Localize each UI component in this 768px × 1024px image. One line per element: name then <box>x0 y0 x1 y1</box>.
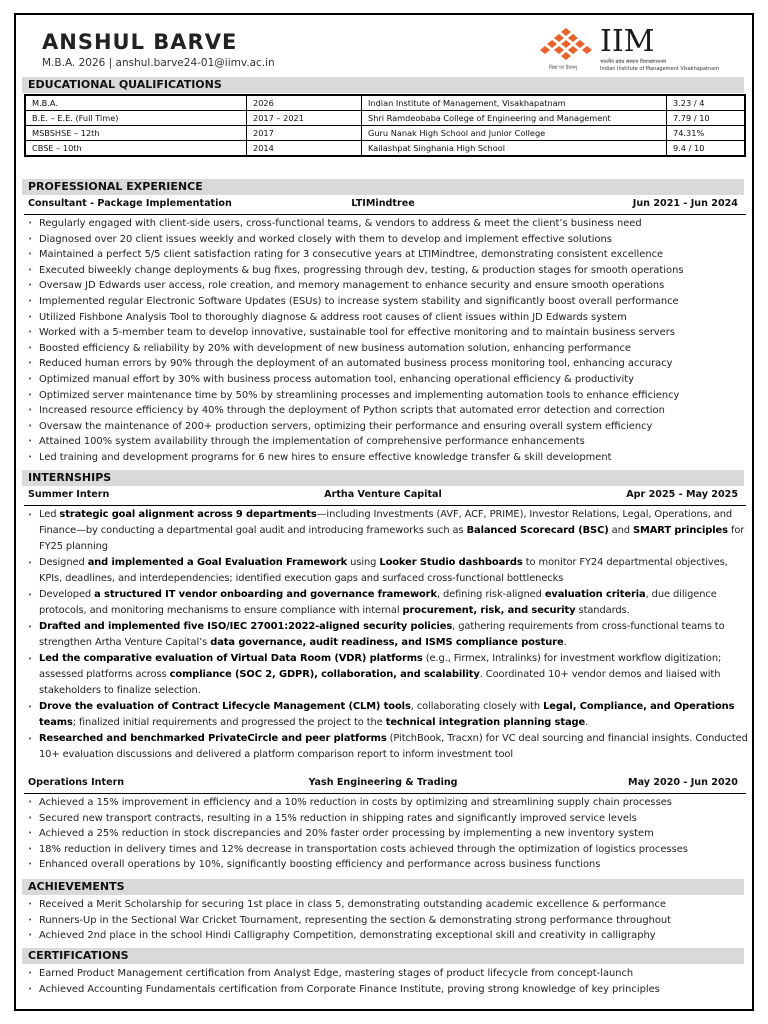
experience-bullet: • Reduced human errors by 90% through the deployment of an automated business process monitoring tool, enhancing accuracy <box>26 356 748 372</box>
certifications-heading: CERTIFICATIONS <box>22 948 744 964</box>
logo-english-name: Indian Institute of Management Visakhapatnam <box>600 66 720 72</box>
achievement-bullets <box>26 897 748 944</box>
text-run: Designed <box>39 557 88 568</box>
bold-text: Drafted and implemented five ISO/IEC 27001:2022-aligned security policies <box>39 621 453 632</box>
experience-role-row <box>28 198 738 212</box>
education-degree: CBSE – 10th <box>25 141 247 157</box>
experience-heading: PROFESSIONAL EXPERIENCE <box>22 179 744 195</box>
operations-bullets <box>26 795 748 873</box>
bold-text: Drove the evaluation of Contract Lifecycle Management (CLM) tools <box>39 701 411 712</box>
education-institution: Shri Ramdeobaba College of Engineering and Management <box>362 111 667 126</box>
achievement-bullet: • Received a Merit Scholarship for securing 1st place in class 5, demonstrating outstanding academic excellence & performance <box>26 897 748 913</box>
text-run: Developed <box>39 589 95 600</box>
education-year: 2026 <box>247 95 362 111</box>
education-row <box>25 126 745 141</box>
summer-bullet <box>26 555 748 587</box>
text-run: for FY25 planning <box>39 525 745 552</box>
experience-bullet: • Increased resource efficiency by 40% through the deployment of Python scripts that automated error detection and correction <box>26 403 748 419</box>
bold-text: data governance, audit readiness, and ISMS compliance posture <box>210 637 564 648</box>
iim-logo <box>538 26 748 76</box>
text-run: , gathering requirements from cross-functional teams to strengthen Artha Venture Capital’s <box>39 621 725 648</box>
experience-bullet: • Oversaw the maintenance of 200+ production servers, optimizing their performance and ensuring overall system efficiency <box>26 419 748 435</box>
experience-bullet: • Regularly engaged with client-side users, cross-functional teams, & vendors to address & meet the client’s business need <box>26 216 748 232</box>
education-score: 9.4 / 10 <box>667 141 746 157</box>
divider <box>24 793 746 794</box>
text-run: and <box>608 525 633 536</box>
bold-text: Legal, Compliance, and Operations teams <box>39 701 735 728</box>
education-year: 2014 <box>247 141 362 157</box>
experience-bullet: • Maintained a perfect 5/5 client satisfaction rating for 3 consecutive years at LTIMindtree, demonstrating consistent excellence <box>26 247 748 263</box>
candidate-name: ANSHUL BARVE <box>42 30 238 54</box>
internships-heading: INTERNSHIPS <box>22 470 744 486</box>
certification-bullet: • Earned Product Management certification from Analyst Edge, mastering stages of product lifecycle from concept-launch <box>26 966 748 982</box>
summer-bullet <box>26 699 748 731</box>
experience-bullet: • Diagnosed over 20 client issues weekly and worked closely with them to develop and implement effective solutions <box>26 232 748 248</box>
achievements-heading: ACHIEVEMENTS <box>22 879 744 895</box>
operations-bullet: • 18% reduction in delivery times and 12% decrease in transportation costs achieved through the optimization of logistics processes <box>26 842 748 858</box>
bold-text: Balanced Scorecard (BSC) <box>466 525 609 536</box>
bold-text: technical integration planning stage <box>385 717 586 728</box>
operations-role-row <box>28 777 738 791</box>
logo-wordmark: IIM <box>600 24 655 59</box>
operations-bullet: • Achieved a 25% reduction in stock discrepancies and 20% faster order processing by implementing a new inventory system <box>26 826 748 842</box>
experience-bullet: • Implemented regular Electronic Software Updates (ESUs) to increase system stability and significantly boost overall performance <box>26 294 748 310</box>
text-run: ; finalized initial requirements and progressed the project to the <box>72 717 386 728</box>
text-run: Led <box>39 509 60 520</box>
summer-bullet <box>26 731 748 763</box>
experience-bullet: • Optimized manual effort by 30% with business process automation tool, enhancing operational efficiency & productivity <box>26 372 748 388</box>
education-degree: M.B.A. <box>25 95 247 111</box>
text-run: to monitor FY24 departmental objectives, KPIs, deadlines, and interdependencies; identified execution gaps and surfaced cross-functional bottlenecks <box>39 557 728 584</box>
bold-text: and implemented a Goal Evaluation Framework <box>87 557 348 568</box>
bold-text: Led the comparative evaluation of Virtual Data Room (VDR) platforms <box>39 653 423 664</box>
education-year: 2017 – 2021 <box>247 111 362 126</box>
text-run: (e.g., Firmex, Intralinks) for investment workflow digitization; assessed platforms across <box>39 653 722 680</box>
bold-text: Researched and benchmarked PrivateCircle and peer platforms <box>39 733 387 744</box>
achievement-bullet: • Achieved 2nd place in the school Hindi Calligraphy Competition, demonstrating exceptional skill and creativity in calligraphy <box>26 928 748 944</box>
bold-text: procurement, risk, and security <box>402 605 576 616</box>
text-run: (PitchBook, Tracxn) for VC deal sourcing and financial insights. Conducted 10+ evaluation discussions and delivered a platform comparison report to inform investment tool <box>39 733 748 760</box>
education-row <box>25 111 745 126</box>
experience-company: LTIMindtree <box>351 198 415 209</box>
education-row <box>25 141 745 157</box>
text-run: , due diligence protocols, and monitoring mechanisms to ensure compliance with internal <box>39 589 717 616</box>
operations-bullet: • Secured new transport contracts, resulting in a 15% reduction in shipping rates and significantly improved service levels <box>26 811 748 827</box>
divider <box>24 214 746 215</box>
text-run: using <box>347 557 380 568</box>
text-run: . <box>563 637 567 648</box>
experience-dates: Jun 2021 - Jun 2024 <box>632 198 738 209</box>
operations-bullet: • Achieved a 15% improvement in efficiency and a 10% reduction in costs by optimizing and streamlining supply chain processes <box>26 795 748 811</box>
certification-bullet: • Achieved Accounting Fundamentals certification from Corporate Finance Institute, proving strong knowledge of key principles <box>26 982 748 998</box>
experience-bullet: • Worked with a 5-member team to develop innovative, sustainable tool for effective monitoring and to maintain business servers <box>26 325 748 341</box>
divider <box>24 505 746 506</box>
logo-hindi-name: भारतीय प्रबंध संस्थान विशाखापत्तनम <box>600 59 667 65</box>
operations-company: Yash Engineering & Trading <box>308 777 458 788</box>
education-table <box>24 94 746 157</box>
certification-bullets <box>26 966 748 997</box>
summer-dates: Apr 2025 - May 2025 <box>626 489 738 500</box>
education-institution: Guru Nanak High School and Junior College <box>362 126 667 141</box>
experience-bullet: • Attained 100% system availability through the implementation of comprehensive performance enhancements <box>26 434 748 450</box>
education-score: 74.31% <box>667 126 746 141</box>
education-heading: EDUCATIONAL QUALIFICATIONS <box>22 77 744 93</box>
text-run: , collaborating closely with <box>410 701 544 712</box>
text-run: . <box>585 717 589 728</box>
summer-role-row <box>28 489 738 503</box>
text-run: —including Investments (AVF, ACF, PRIME), Investor Relations, Legal, Operations, and Finance—by conducting a departmental goal audit and introducing frameworks such as <box>39 509 733 536</box>
bold-text: Looker Studio dashboards <box>379 557 523 568</box>
education-institution: Indian Institute of Management, Visakhapatnam <box>362 95 667 111</box>
education-year: 2017 <box>247 126 362 141</box>
education-degree: MSBSHSE – 12th <box>25 126 247 141</box>
experience-role: Consultant - Package Implementation <box>28 198 232 209</box>
experience-bullet: • Optimized server maintenance time by 50% by streamlining processes and implementing automation tools to enhance efficiency <box>26 388 748 404</box>
experience-bullet: • Utilized Fishbone Analysis Tool to thoroughly diagnose & address root causes of client issues within JD Edwards system <box>26 310 748 326</box>
education-institution: Kailashpat Singhania High School <box>362 141 667 157</box>
summer-bullet <box>26 587 748 619</box>
education-degree: B.E. – E.E. (Full Time) <box>25 111 247 126</box>
bold-text: compliance (SOC 2, GDPR), collaboration, and scalability <box>169 669 480 680</box>
achievement-bullet: • Runners-Up in the Sectional War Cricket Tournament, representing the section & demonstrating strong performance throughout <box>26 913 748 929</box>
bold-text: a structured IT vendor onboarding and governance framework <box>94 589 437 600</box>
education-score: 7.79 / 10 <box>667 111 746 126</box>
contact-line: M.B.A. 2026 | anshul.barve24-01@iimv.ac.in <box>42 57 275 69</box>
summer-bullet <box>26 507 748 555</box>
experience-bullet: • Led training and development programs for 6 new hires to ensure effective knowledge transfer & skill development <box>26 450 748 466</box>
education-score: 3.23 / 4 <box>667 95 746 111</box>
operations-role: Operations Intern <box>28 777 125 788</box>
bold-text: evaluation criteria <box>544 589 646 600</box>
experience-bullet: • Oversaw JD Edwards user access, role creation, and memory management to enhance security and ensure smooth operations <box>26 278 748 294</box>
education-row <box>25 95 745 111</box>
summer-bullets <box>26 507 748 763</box>
text-run: standards. <box>575 605 630 616</box>
experience-bullet: • Executed biweekly change deployments & bug fixes, progressing through dev, testing, & production stages for smooth operations <box>26 263 748 279</box>
operations-dates: May 2020 - Jun 2020 <box>628 777 738 788</box>
bold-text: strategic goal alignment across 9 departments <box>59 509 317 520</box>
summer-role: Summer Intern <box>28 489 110 500</box>
experience-bullets <box>26 216 748 466</box>
logo-tagline: विद्या परं दैवतम् <box>549 65 577 71</box>
operations-bullet: • Enhanced overall operations by 10%, significantly boosting efficiency and performance across business functions <box>26 857 748 873</box>
logo-diamond-icon <box>538 26 598 66</box>
summer-bullet <box>26 619 748 651</box>
bold-text: SMART principles <box>633 525 728 536</box>
experience-bullet: • Boosted efficiency & reliability by 20% with development of new business automation solution, enhancing performance <box>26 341 748 357</box>
summer-company: Artha Venture Capital <box>324 489 442 500</box>
text-run: . Coordinated 10+ vendor demos and liaised with stakeholders to finalize selection. <box>39 669 721 696</box>
text-run: , defining risk-aligned <box>436 589 545 600</box>
summer-bullet <box>26 651 748 699</box>
